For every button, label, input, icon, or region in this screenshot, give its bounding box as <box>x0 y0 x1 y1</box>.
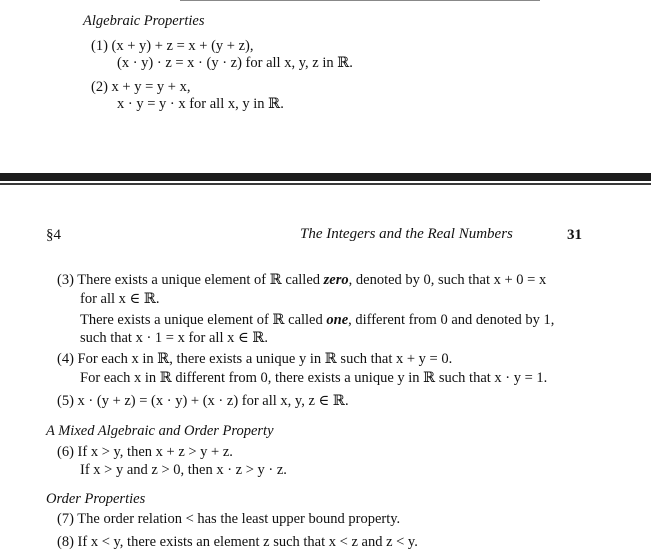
property-2-line-a: (2) x + y = y + x, <box>91 79 191 95</box>
property-3-line-a <box>57 272 546 289</box>
page-divider <box>0 173 651 181</box>
property-3-line-d: such that x · 1 = x for all x ∈ ℝ. <box>80 330 269 346</box>
property-1-line-a: (1) (x + y) + z = x + (y + z), <box>91 38 254 54</box>
property-7-line: (7) The order relation < has the least upper bound property. <box>57 511 401 527</box>
property-3-line-c <box>80 312 554 329</box>
property-3-line-b: for all x ∈ ℝ. <box>80 291 160 307</box>
property-2-line-b: x · y = y · x for all x, y in ℝ. <box>117 96 284 112</box>
property-4-line-b: For each x in ℝ different from 0, there exists a unique y in ℝ such that x · y = 1. <box>80 370 548 386</box>
one-term: one <box>326 312 349 328</box>
property-5-line: (5) x · (y + z) = (x · y) + (x · z) for all x, y, z ∈ ℝ. <box>57 393 349 409</box>
page-number: 31 <box>567 227 582 243</box>
property-4-line-a: (4) For each x in ℝ, there exists a unique y in ℝ such that x + y = 0. <box>57 351 453 367</box>
property-8-line: (8) If x < y, there exists an element z such that x < z and z < y. <box>57 534 418 550</box>
property-3c-text-end: , different from 0 and denoted by 1, <box>348 312 555 328</box>
section-number: §4 <box>46 227 61 243</box>
running-title: The Integers and the Real Numbers <box>300 226 513 242</box>
property-6-line-b: If x > y and z > 0, then x · z > y · z. <box>80 462 287 478</box>
property-6-line-a: (6) If x > y, then x + z > y + z. <box>57 444 233 460</box>
property-3-text: (3) There exists a unique element of ℝ called <box>57 272 324 288</box>
page-divider-thin <box>0 183 651 185</box>
top-rule <box>180 0 540 1</box>
zero-term: zero <box>323 272 349 288</box>
mixed-property-heading: A Mixed Algebraic and Order Property <box>46 423 274 439</box>
algebraic-properties-heading: Algebraic Properties <box>83 13 205 29</box>
property-3-text-end: , denoted by 0, such that x + 0 = x <box>348 272 547 288</box>
property-3c-text: There exists a unique element of ℝ called <box>80 312 327 328</box>
property-1-line-b: (x · y) · z = x · (y · z) for all x, y, z in ℝ. <box>117 55 353 71</box>
order-properties-heading: Order Properties <box>46 491 146 507</box>
